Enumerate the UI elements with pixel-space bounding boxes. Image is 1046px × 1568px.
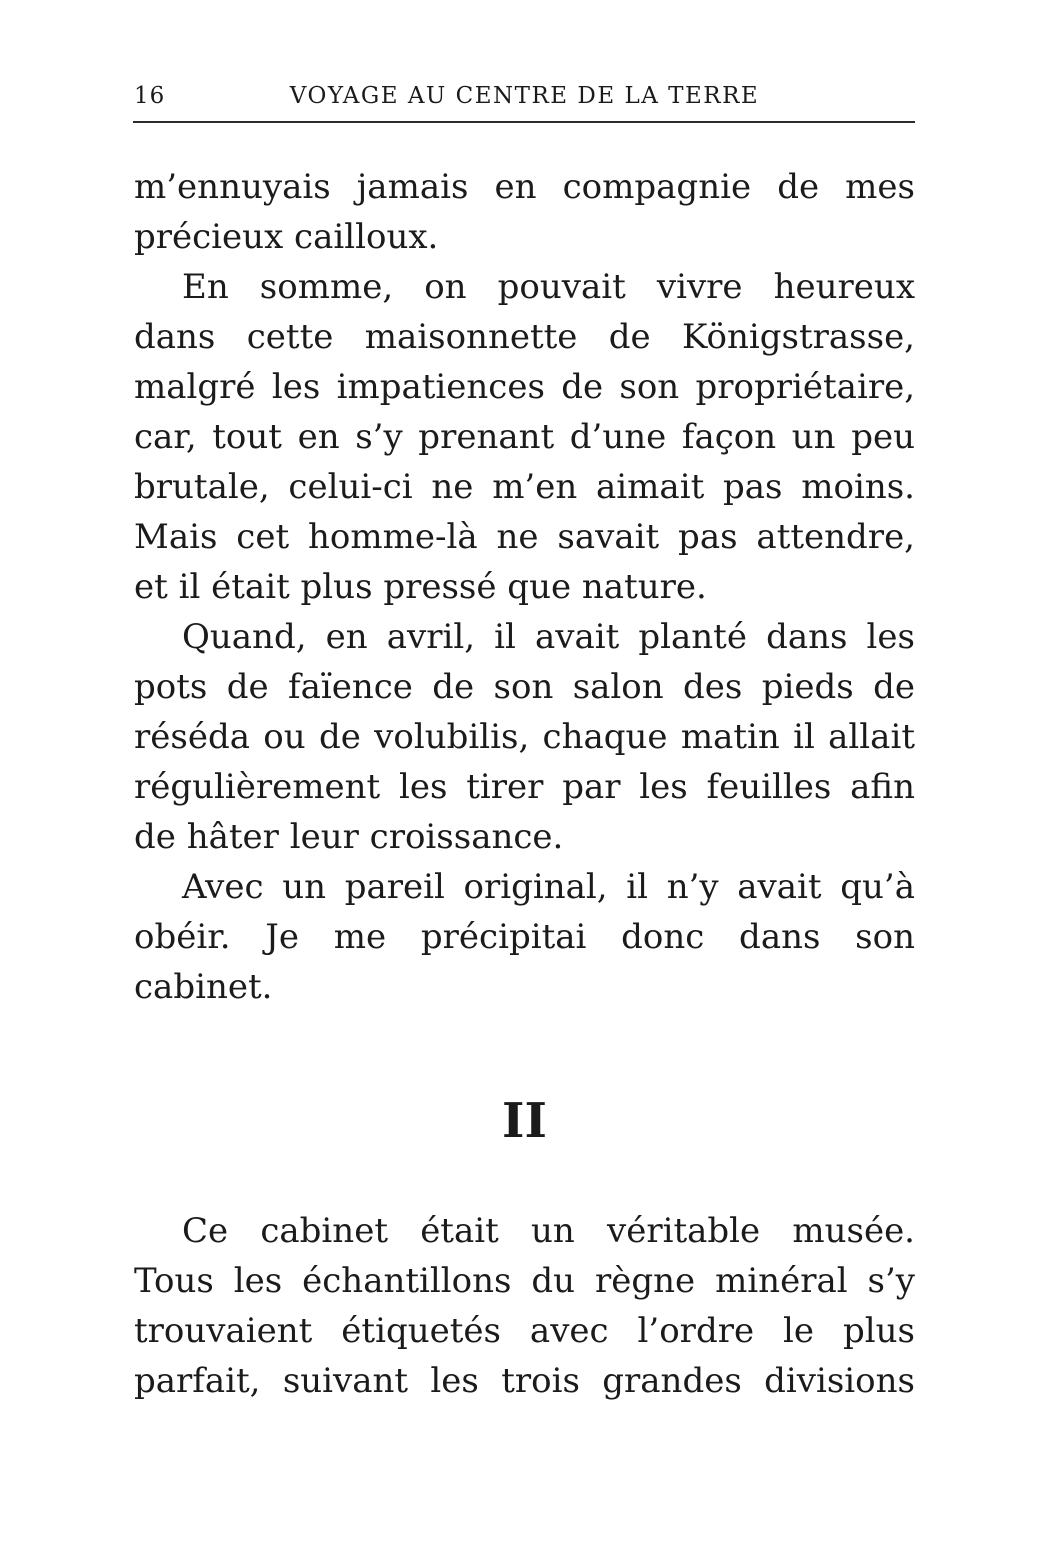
paragraph [134, 162, 915, 262]
text-line: brutale, celui-ci ne m’en aimait pas moins. [134, 467, 915, 507]
text-line: Mais cet homme-là ne savait pas attendre, [134, 517, 915, 557]
text-line: malgré les impatiences de son propriétaire, [134, 367, 915, 407]
paragraph [134, 262, 915, 612]
text-line: pots de faïence de son salon des pieds de [134, 667, 915, 707]
text-line: régulièrement les tirer par les feuilles afin [134, 767, 915, 807]
text-line: précieux cailloux. [134, 217, 439, 257]
chapter-heading: II [502, 1093, 547, 1149]
paragraph [134, 862, 915, 1012]
text-line: trouvaient étiquetés avec l’ordre le plus [134, 1311, 915, 1351]
body-text [134, 162, 915, 1012]
text-line: cabinet. [134, 967, 273, 1007]
header-divider [133, 121, 915, 123]
text-line: Quand, en avril, il avait planté dans les [182, 617, 915, 657]
text-line: Ce cabinet était un véritable musée. [182, 1211, 915, 1251]
paragraph [134, 1206, 915, 1406]
text-line: En somme, on pouvait vivre heureux [182, 267, 915, 307]
text-line: de hâter leur croissance. [134, 817, 564, 857]
text-line: et il était plus pressé que nature. [134, 567, 707, 607]
running-title: VOYAGE AU CENTRE DE LA TERRE [289, 83, 760, 109]
text-line: obéir. Je me précipitai donc dans son [134, 917, 915, 957]
text-line: Avec un pareil original, il n’y avait qu’à [182, 867, 915, 907]
page-number: 16 [134, 83, 166, 109]
text-line: réséda ou de volubilis, chaque matin il allait [134, 717, 915, 757]
body-text-continued [134, 1206, 915, 1406]
text-line: car, tout en s’y prenant d’une façon un peu [134, 417, 915, 457]
page-header [134, 82, 915, 114]
text-line: parfait, suivant les trois grandes divisions [134, 1361, 915, 1401]
text-line: Tous les échantillons du règne minéral s’y [134, 1261, 915, 1301]
text-line: dans cette maisonnette de Königstrasse, [134, 317, 915, 357]
paragraph [134, 612, 915, 862]
text-line: m’ennuyais jamais en compagnie de mes [134, 167, 915, 207]
